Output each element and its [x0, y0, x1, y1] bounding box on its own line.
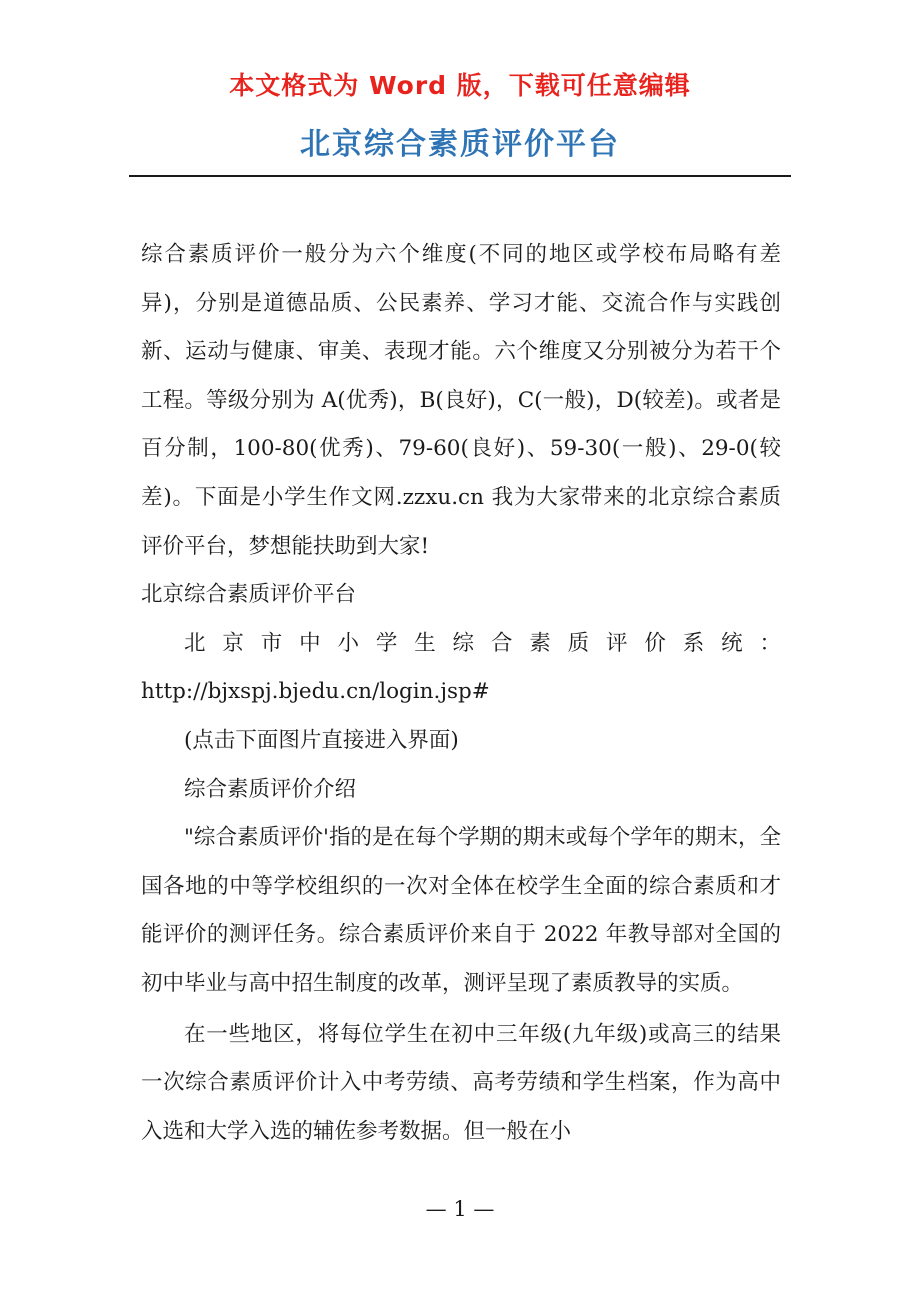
- section-heading: 综合素质评价介绍: [184, 776, 357, 802]
- regional-paragraph: 在一些地区，将每位学生在初中三年级(九年级)或高三的结果一次综合素质评价计入中考劳绩、高考劳绩和学生档案，作为高中入选和大学入选的辅佐参考数据。但一般在小: [141, 1021, 781, 1144]
- document-body: [141, 231, 781, 1156]
- title-divider: [129, 175, 791, 177]
- page-title: 北京综合素质评价平台: [300, 127, 620, 162]
- intro-paragraph: 综合素质评价一般分为六个维度(不同的地区或学校布局略有差异)，分别是道德品质、公民素养、学习才能、交流合作与实践创新、运动与健康、审美、表现才能。六个维度又分别被分为若干个工程。等级分别为 A(优秀)，B(良好)，C(一般)，D(较差)。或者是百分制，100-80(优秀)、79-60(良好)、59-30(一般)、29-0(较差)。下面是小学生作文网.zzxu.cn 我为大家带来的北京综合素质评价平台，梦想能扶助到大家!: [141, 242, 781, 559]
- system-url-link[interactable]: http://bjxspj.bjedu.cn/login.jsp#: [141, 679, 490, 705]
- click-hint: (点击下面图片直接进入界面): [184, 727, 459, 753]
- intro-paragraph-tail: 北京综合素质评价平台: [141, 582, 357, 608]
- format-notice: 本文格式为 Word 版，下载可任意编辑: [229, 71, 691, 100]
- page-number: — 1 —: [425, 1197, 495, 1221]
- system-label: 北京市中小学生综合素质评价系统：: [184, 630, 781, 656]
- definition-paragraph: "综合素质评价'指的是在每个学期的期末或每个学年的期末，全国各地的中等学校组织的一次对全体在校学生全面的综合素质和才能评价的测评任务。综合素质评价来自于 2022 年教导部对全国的初中毕业与高中招生制度的改革，测评呈现了素质教导的实质。: [141, 825, 781, 996]
